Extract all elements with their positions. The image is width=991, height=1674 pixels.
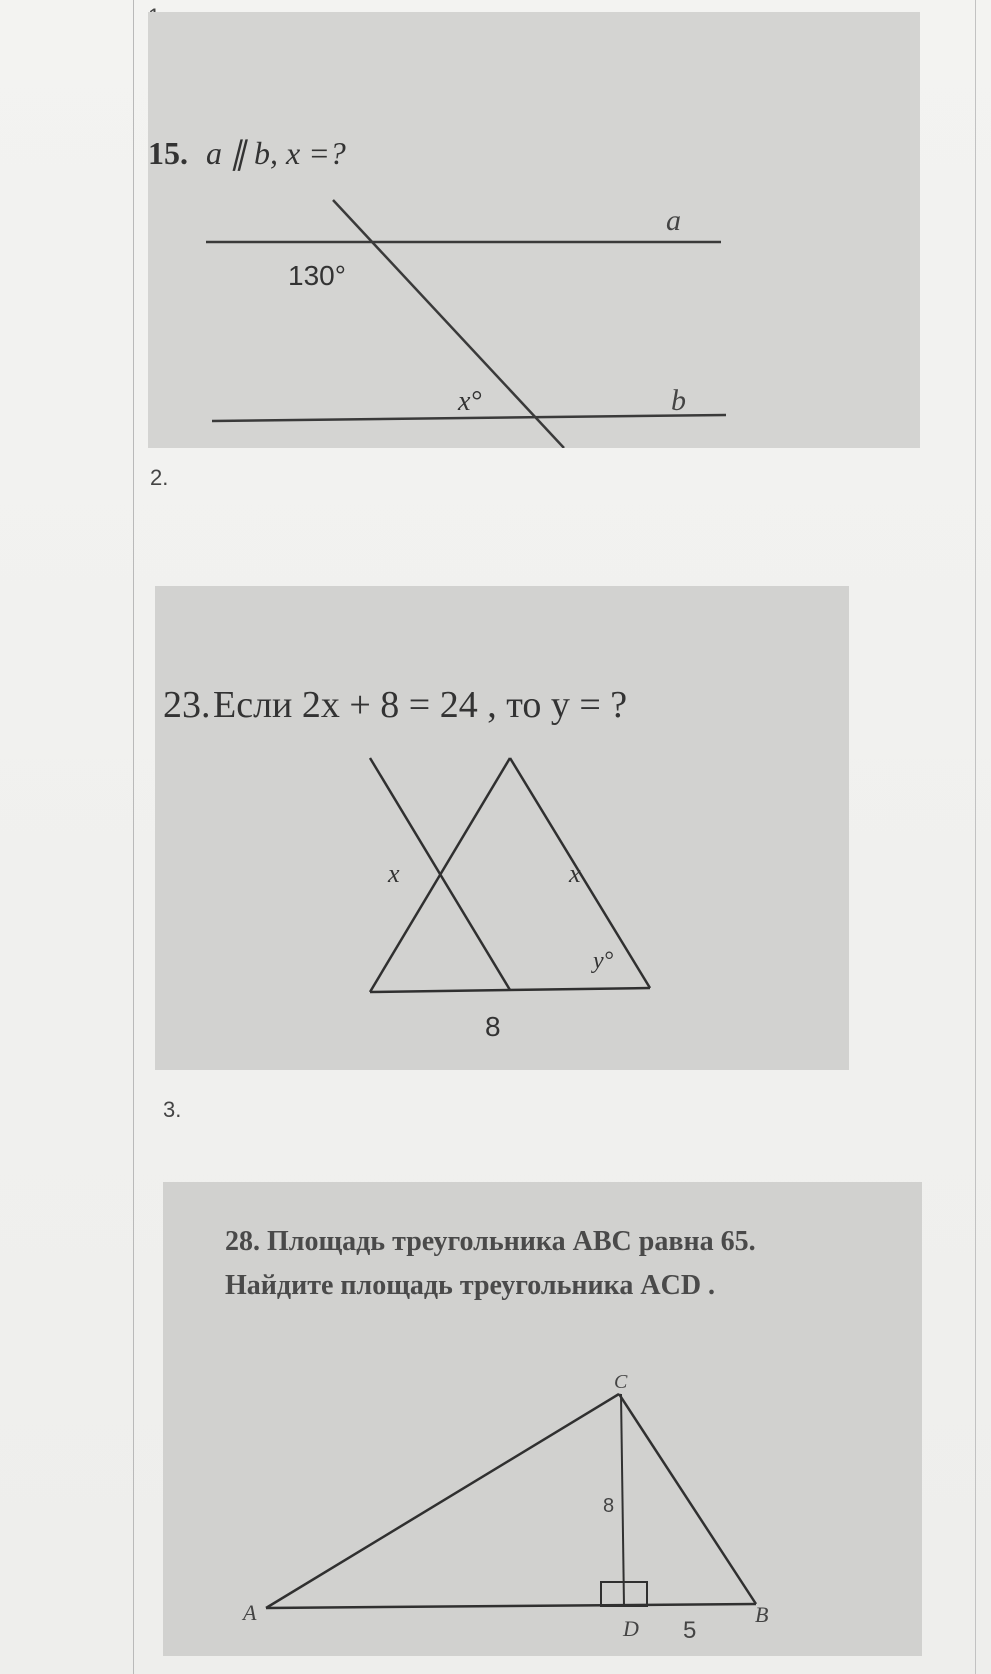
vertex-b-label: B	[755, 1602, 769, 1627]
problem-28-line-1: 28. Площадь треугольника ABC равна 65.	[225, 1226, 756, 1257]
side-x-left-label: x	[388, 859, 400, 888]
height-length-label: 8	[603, 1495, 615, 1517]
label-line-a: a	[666, 204, 681, 237]
angle-x-label: x°	[458, 386, 482, 417]
segment-db-length-label: 5	[683, 1617, 697, 1644]
problem-28-card	[163, 1182, 922, 1656]
problem-28-line-2: Найдите площадь треугольника ACD .	[225, 1270, 716, 1301]
problem-15-card	[148, 12, 920, 448]
side-ac	[266, 1394, 619, 1608]
label-line-b: b	[671, 384, 686, 417]
transversal-line	[333, 200, 564, 448]
height-cd	[621, 1394, 624, 1606]
side-cb	[619, 1394, 756, 1604]
problem-15-diagram	[148, 12, 920, 448]
right-margin-line	[975, 0, 976, 1674]
problem-28-diagram	[163, 1182, 922, 1656]
vertex-a-label: A	[243, 1600, 257, 1625]
problem-23-card	[155, 586, 849, 1070]
triangle-base	[370, 988, 650, 992]
side-x-right-label: x	[569, 859, 581, 888]
problem-23-triangle	[155, 586, 849, 1070]
left-margin-line	[133, 0, 134, 1674]
vertex-d-label: D	[623, 1616, 639, 1641]
problem-23-question: Если 2x + 8 = 24 , то y = ?	[213, 684, 628, 726]
angle-y-label: y°	[593, 948, 614, 974]
side-ab	[266, 1604, 756, 1608]
base-length-label: 8	[485, 1011, 501, 1042]
problem-23-number: 23.	[163, 684, 211, 726]
problem-15-number: 15.	[148, 135, 188, 171]
angle-130-label: 130°	[288, 260, 346, 291]
problem-15-question: a ∥ b, x =?	[206, 135, 346, 171]
item-number-3: 3.	[163, 1097, 182, 1122]
vertex-c-label: C	[614, 1371, 628, 1393]
item-number-2: 2.	[150, 465, 169, 490]
